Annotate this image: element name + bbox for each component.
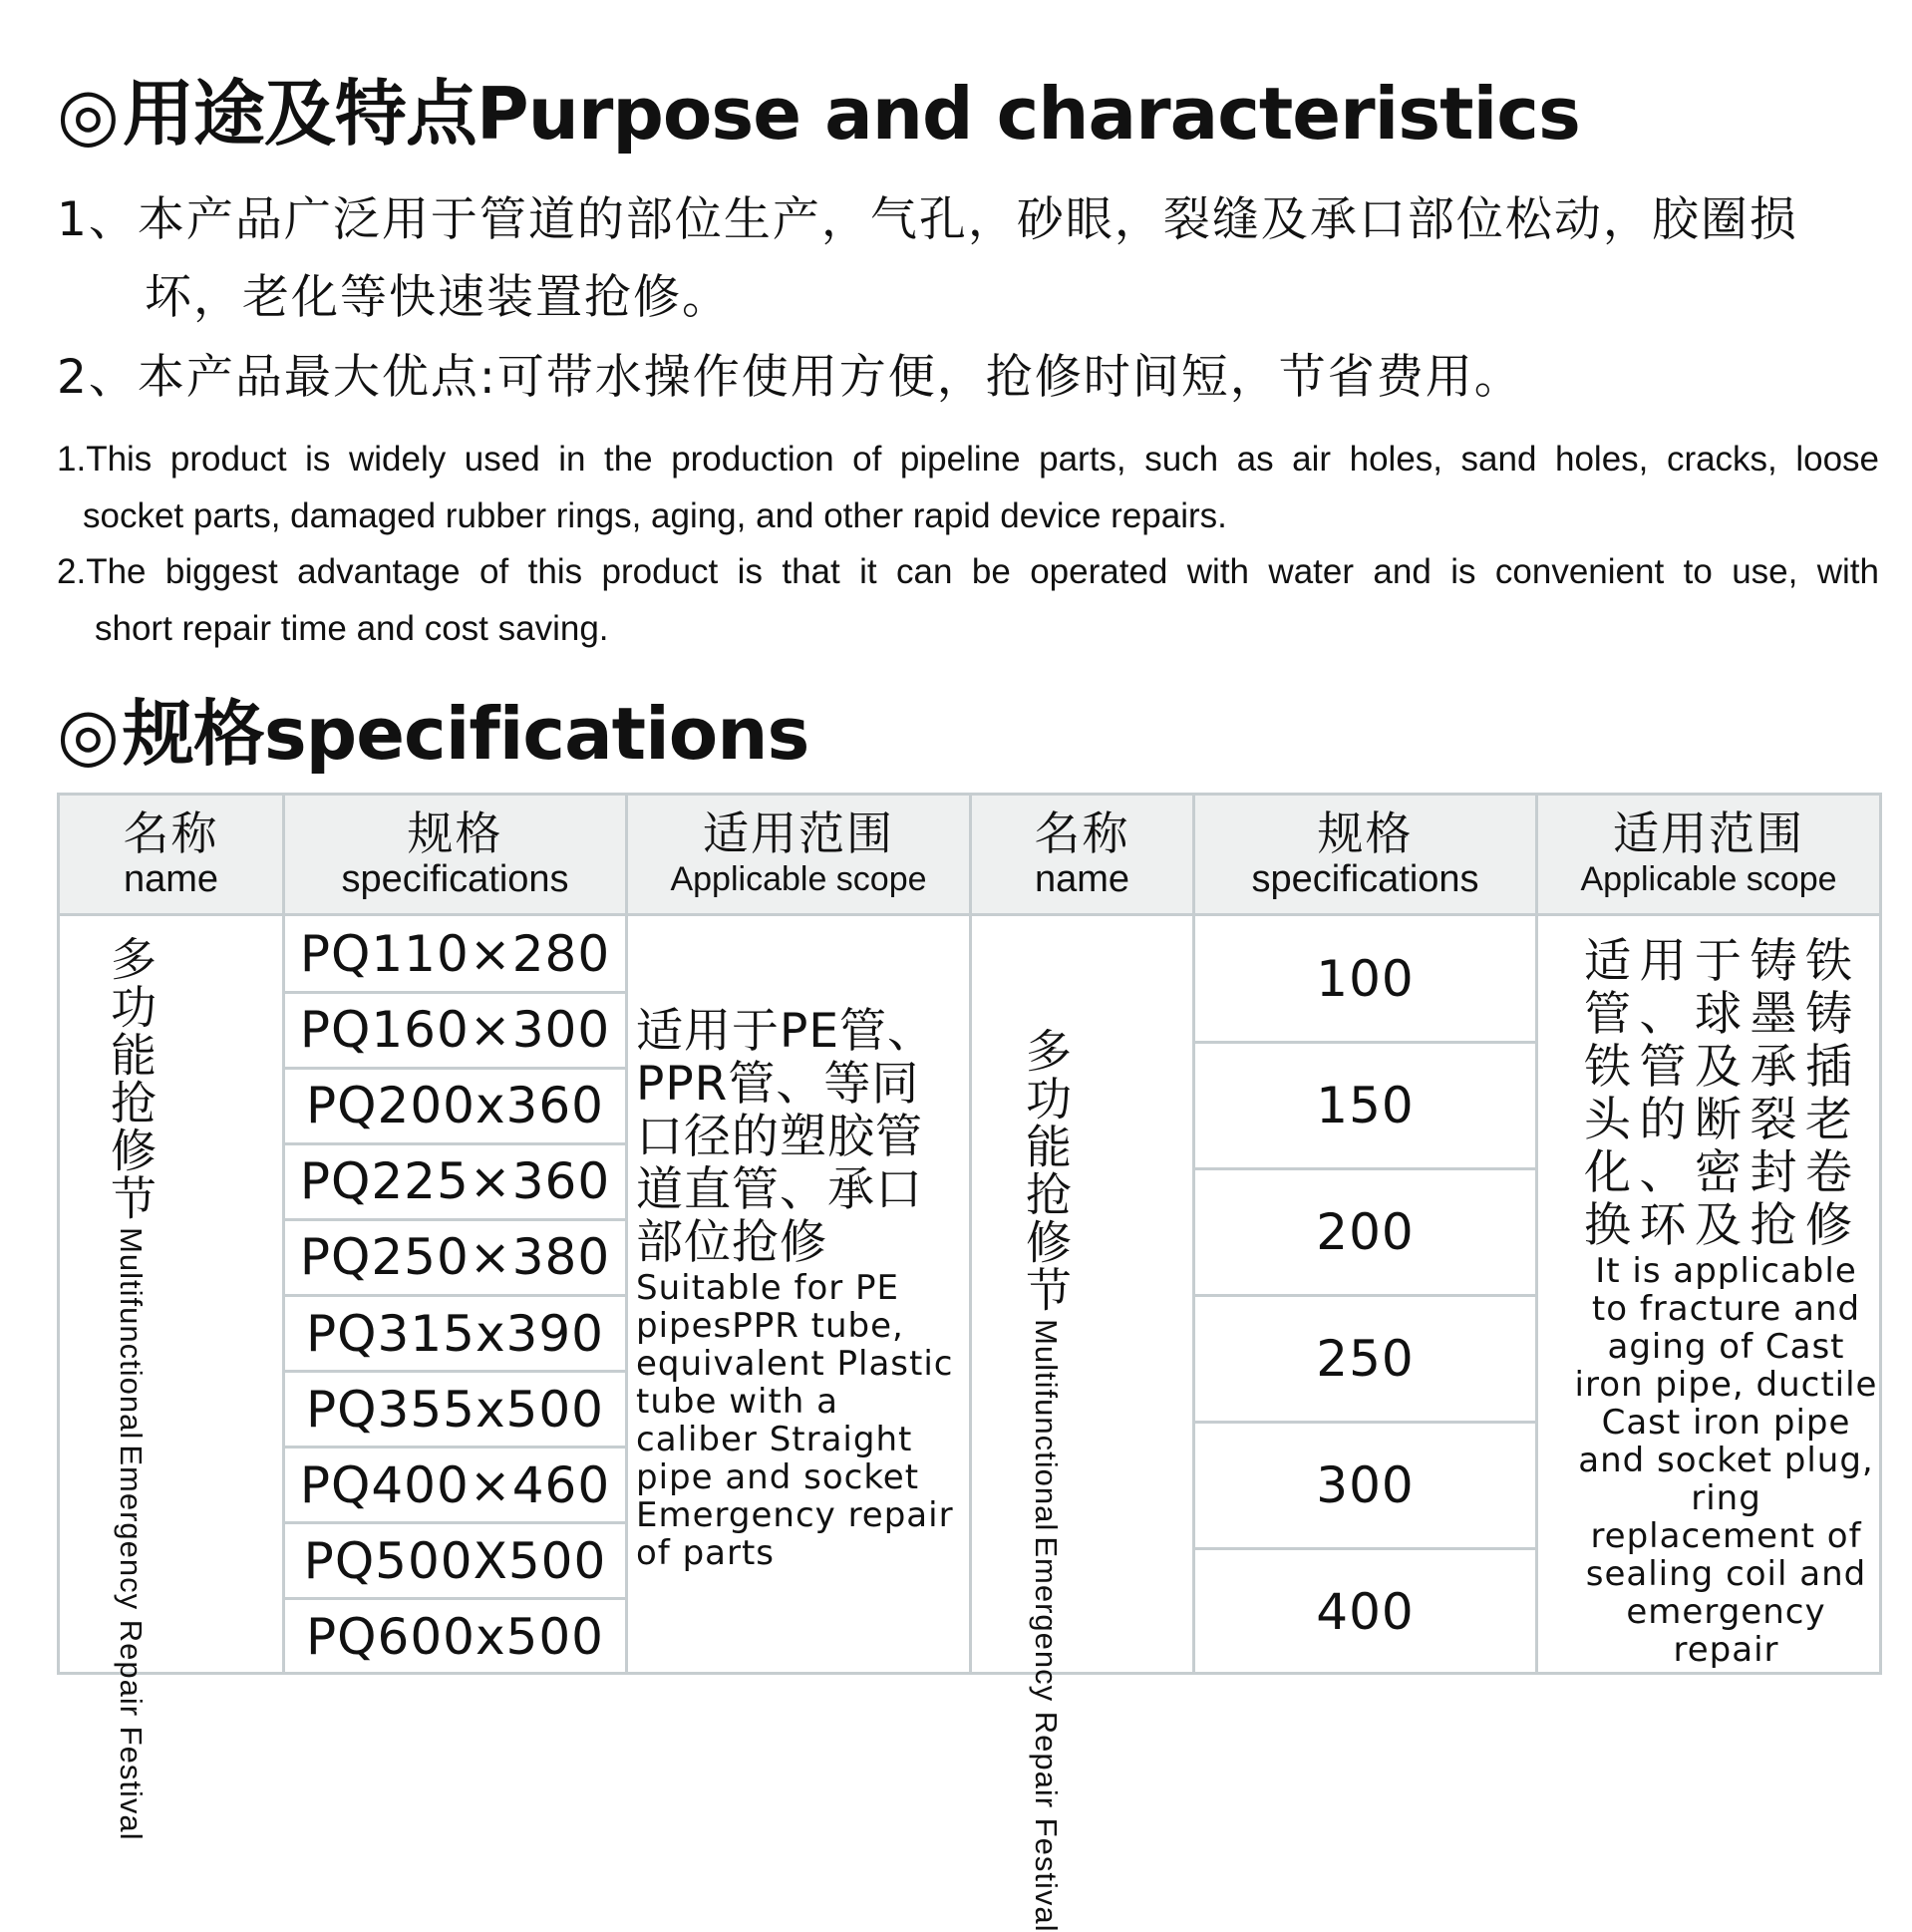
- en-paragraph-1-line2: socket parts, damaged rubber rings, aging, and other rapid device repairs.: [83, 496, 1227, 535]
- header-name-1: 名称 name: [123, 806, 219, 900]
- column-divider: [1535, 796, 1538, 1672]
- en-paragraph-2-line2: short repair time and cost saving.: [95, 609, 609, 648]
- row-divider: [285, 1370, 625, 1373]
- row-divider: [1195, 1421, 1535, 1424]
- left-size-cell: PQ500X500: [303, 1531, 607, 1590]
- row-divider: [1195, 1294, 1535, 1297]
- left-size-cell: PQ250×380: [299, 1228, 611, 1287]
- right-size-cell: 150: [1316, 1077, 1415, 1135]
- circle-mark-icon: ◎: [57, 692, 119, 776]
- row-divider: [285, 1218, 625, 1221]
- left-size-cell: PQ200x360: [306, 1077, 604, 1135]
- cn-paragraph-2: [57, 339, 1881, 417]
- header-name-2: 名称 name: [1034, 806, 1130, 900]
- cn-paragraph-1-line2: 坏，老化等快速装置抢修。: [145, 270, 731, 325]
- left-size-cell: PQ355x500: [306, 1380, 604, 1439]
- header-specifications-2: 规格 specifications: [1251, 806, 1479, 900]
- specs-heading: [57, 692, 809, 776]
- right-size-cell: 100: [1316, 950, 1415, 1009]
- left-size-cell: PQ400×460: [299, 1455, 611, 1514]
- column-divider: [969, 796, 972, 1672]
- row-divider: [285, 1294, 625, 1297]
- row-divider: [285, 1142, 625, 1145]
- en-paragraph-1-line1: 1.This product is widely used in the production of pipeline parts, such as air holes, sand holes, cracks, loose: [57, 440, 1879, 479]
- row-divider: [1195, 1547, 1535, 1550]
- row-divider: [285, 991, 625, 994]
- left-scope: 适用于PE管、PPR管、等同口径的塑胶管道直管、承口部位抢修 Suitable for PE pipesPPR tube, equivalent Plastic tube with a caliber Straight pipe and socket Emergency repair of parts: [636, 1004, 954, 1573]
- left-size-cell: PQ110×280: [299, 925, 611, 984]
- left-size-cell: PQ600x500: [306, 1607, 604, 1666]
- spec-table: [57, 793, 1882, 1932]
- left-product-name: 多功能抢修节 Multifunctional Emergency Repair Festival: [104, 935, 158, 1841]
- en-paragraph-2: [57, 543, 1879, 657]
- right-scope: 适用于铸铁管、球墨铸铁管及承插头的断裂老化、密封卷换环及抢修 It is applicable to fracture and aging of Cast iron pipe, ductile Cast iron pipe and socket plug, ring replacement of sealing coil and emergency repair: [1574, 934, 1878, 1670]
- circle-mark-icon: ◎: [57, 72, 119, 156]
- left-size-cell: PQ225×360: [299, 1152, 611, 1211]
- header-scope-1: 适用范围 Applicable scope: [670, 806, 927, 898]
- row-divider: [285, 1521, 625, 1524]
- purpose-title: 用途及特点Purpose and characteristics: [122, 72, 1580, 156]
- left-size-cell: PQ160×300: [299, 1001, 611, 1060]
- right-size-cell: 200: [1316, 1203, 1415, 1262]
- column-divider: [625, 796, 628, 1672]
- left-size-cell: PQ315x390: [306, 1304, 604, 1363]
- row-divider: [285, 1067, 625, 1070]
- right-size-cell: 300: [1316, 1455, 1415, 1514]
- purpose-heading: [57, 72, 1580, 156]
- cn-paragraph-1: [57, 181, 1881, 337]
- right-size-cell: 250: [1316, 1329, 1415, 1388]
- row-divider: [285, 1597, 625, 1600]
- specs-title: 规格specifications: [122, 692, 809, 776]
- header-scope-2: 适用范围 Applicable scope: [1580, 806, 1837, 898]
- right-size-cell: 400: [1316, 1582, 1415, 1641]
- en-paragraph-1: [57, 431, 1879, 544]
- row-divider: [285, 1446, 625, 1449]
- en-paragraph-2-line1: 2.The biggest advantage of this product is that it can be operated with water and is convenient to use, with: [57, 552, 1879, 591]
- row-divider: [1195, 1167, 1535, 1170]
- right-product-name: 多功能抢修节 Multifunctional Emergency Repair Festival: [1019, 1027, 1073, 1932]
- cn-paragraph-1-line1: 1、本产品广泛用于管道的部位生产，气孔，砂眼，裂缝及承口部位松动，胶圈损: [57, 192, 1798, 247]
- cn-paragraph-2-line1: 2、本产品最大优点:可带水操作使用方便，抢修时间短，节省费用。: [57, 350, 1523, 405]
- header-specifications-1: 规格 specifications: [341, 806, 569, 900]
- row-divider: [1195, 1041, 1535, 1044]
